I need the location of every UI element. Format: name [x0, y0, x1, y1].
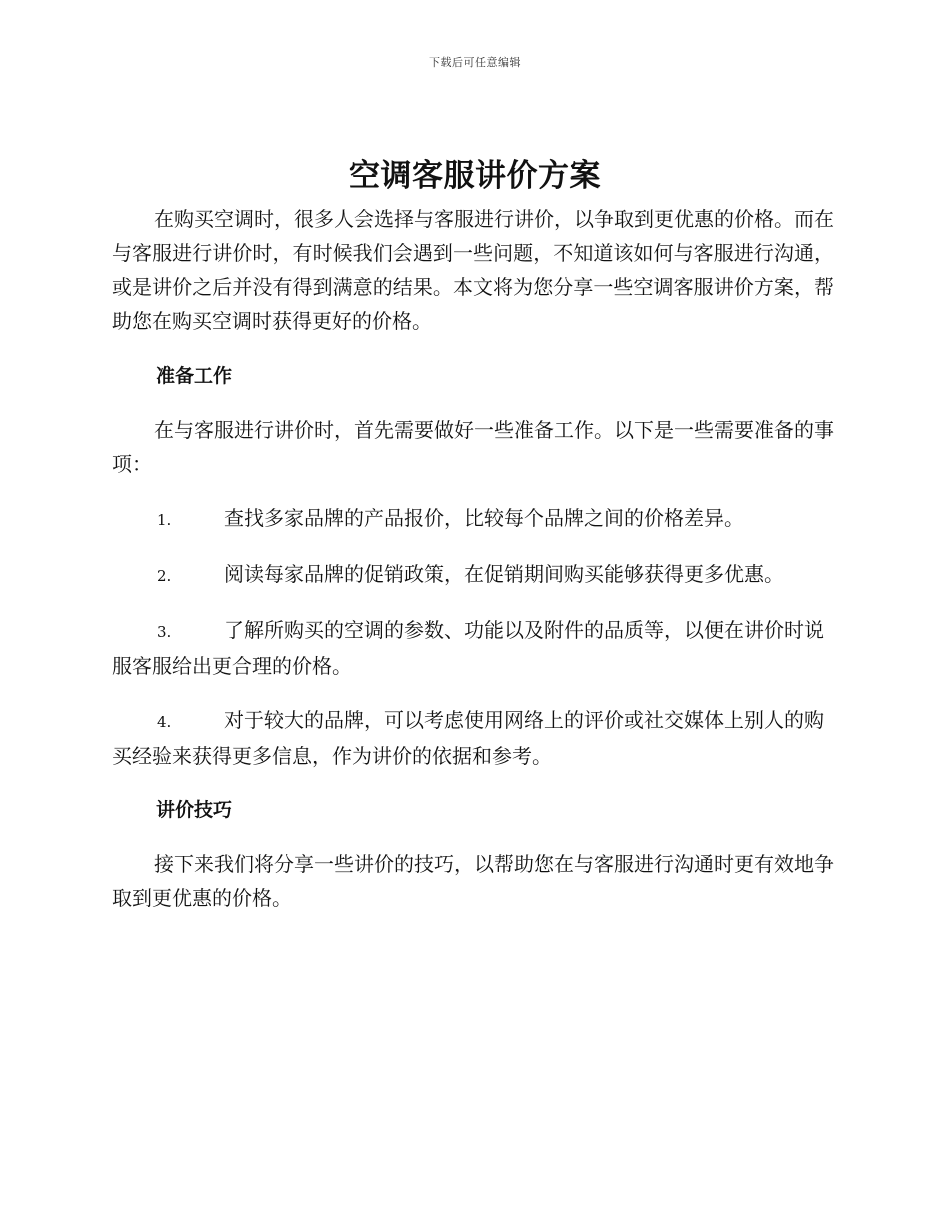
list-number: 4.	[157, 713, 172, 731]
list-number: 2.	[157, 567, 172, 585]
list-number: 1.	[157, 511, 172, 529]
preparation-intro-paragraph: 在与客服进行讲价时，首先需要做好一些准备工作。以下是一些需要准备的事项：	[112, 418, 834, 476]
techniques-intro-paragraph: 接下来我们将分享一些讲价的技巧，以帮助您在与客服进行沟通时更有效地争取到更优惠的价格。	[112, 852, 834, 910]
list-item-text: 阅读每家品牌的促销政策，在促销期间购买能够获得更多优惠。	[224, 562, 784, 586]
header-note: 下载后可任意编辑	[429, 56, 521, 69]
list-number: 3.	[157, 623, 172, 641]
document-title: 空调客服讲价方案	[349, 158, 601, 194]
section-heading-preparation: 准备工作	[156, 365, 233, 387]
list-item	[112, 501, 834, 537]
list-item	[112, 613, 834, 683]
section-heading-techniques: 讲价技巧	[156, 799, 233, 821]
list-item-text: 了解所购买的空调的参数、功能以及附件的品质等，以便在讲价时说服客服给出更合理的价格。	[112, 618, 824, 678]
document-body	[112, 202, 834, 915]
list-item	[112, 703, 834, 773]
list-item-text: 查找多家品牌的产品报价，比较每个品牌之间的价格差异。	[224, 506, 744, 530]
intro-paragraph: 在购买空调时，很多人会选择与客服进行讲价，以争取到更优惠的价格。而在与客服进行讲价时，有时候我们会遇到一些问题，不知道该如何与客服进行沟通，或是讲价之后并没有得到满意的结果。本文将为您分享一些空调客服讲价方案，帮助您在购买空调时获得更好的价格。	[112, 207, 834, 333]
list-item	[112, 557, 834, 593]
list-item-text: 对于较大的品牌，可以考虑使用网络上的评价或社交媒体上别人的购买经验来获得更多信息，作为讲价的依据和参考。	[112, 708, 824, 768]
